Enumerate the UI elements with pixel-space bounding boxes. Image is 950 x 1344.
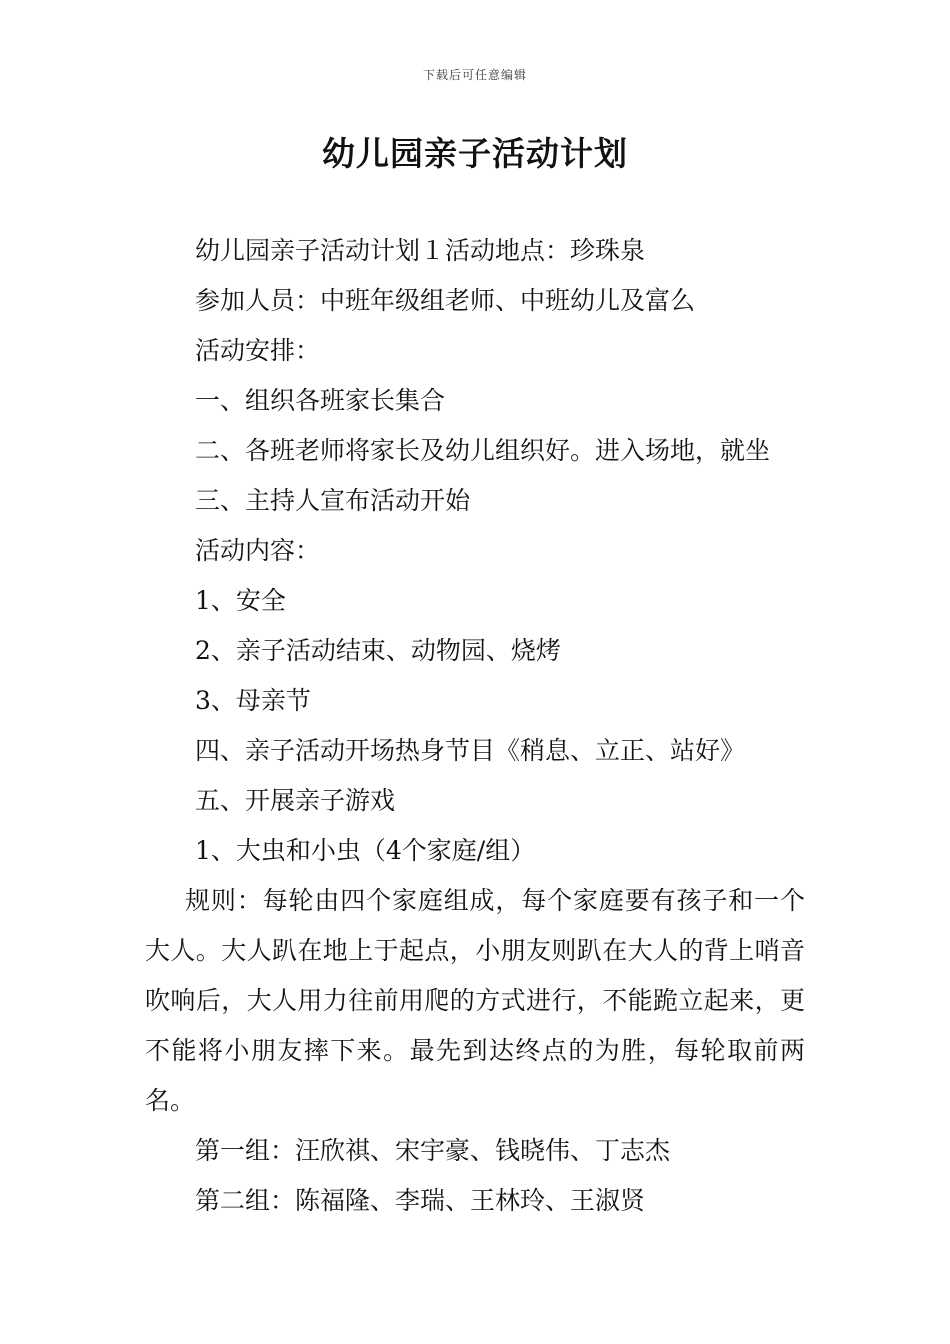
paragraph-group-2: 第二组：陈福隆、李瑞、王林玲、王淑贤: [195, 1186, 646, 1215]
paragraph-content-2: 2、亲子活动结束、动物园、烧烤: [195, 636, 561, 665]
paragraph-content-heading: 活动内容：: [195, 536, 321, 565]
paragraph-step-4: 四、亲子活动开场热身节目《稍息、立正、站好》: [195, 736, 746, 765]
paragraph-content-1: 1、安全: [195, 586, 286, 615]
paragraph-location: 幼儿园亲子活动计划１活动地点：珍珠泉: [195, 236, 646, 265]
paragraph-content-3: 3、母亲节: [195, 686, 311, 715]
paragraph-step-1: 一、组织各班家长集合: [195, 386, 446, 415]
paragraph-step-5: 五、开展亲子游戏: [195, 786, 396, 815]
paragraph-rules: 规则：每轮由四个家庭组成，每个家庭要有孩子和一个大人。大人趴在地上于起点，小朋友则趴在大人的背上哨音吹响后，大人用力往前用爬的方式进行，不能跪立起来，更不能将小朋友摔下来。最先到达终点的为胜，每轮取前两名。: [145, 886, 805, 1115]
document-title: 幼儿园亲子活动计划: [322, 134, 628, 173]
paragraph-step-2: 二、各班老师将家长及幼儿组织好。进入场地，就坐: [195, 436, 771, 465]
document-body: [145, 226, 805, 1226]
paragraph-arrangement-heading: 活动安排：: [195, 336, 321, 365]
paragraph-group-1: 第一组：汪欣祺、宋宇豪、钱晓伟、丁志杰: [195, 1136, 671, 1165]
paragraph-game-1: 1、大虫和小虫（4个家庭/组）: [195, 836, 536, 865]
header-note: 下载后可任意编辑: [422, 68, 527, 82]
paragraph-step-3: 三、主持人宣布活动开始: [195, 486, 471, 515]
paragraph-participants: 参加人员：中班年级组老师、中班幼儿及富么: [195, 286, 696, 315]
